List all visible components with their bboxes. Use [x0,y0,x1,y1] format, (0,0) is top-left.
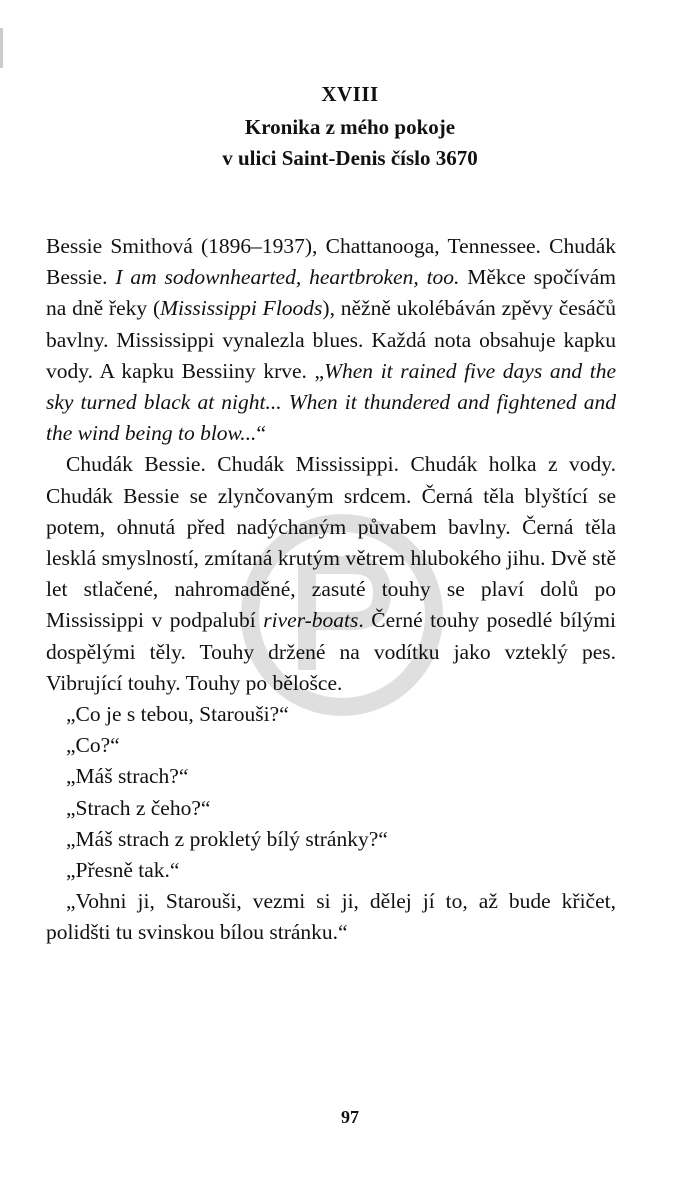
paragraph-1 [46,231,616,449]
paragraph-1-italic-3: When it rained five days and the sky turned black at night... When it thundered and fightened and the wind being to blow... [46,358,616,446]
paragraph-1-text-2: Měkce spočívám na dně řeky ( [46,265,616,321]
chapter-title [0,112,700,174]
page-number: 97 [341,1107,359,1127]
chapter-title-line-2: v ulici Saint-Denis číslo 3670 [222,146,478,170]
dialogue-line: „Máš strach z prokletý bílý stránky?“ [66,826,388,851]
dialogue-line: „Vohni ji, Starouši, vezmi si ji, dělej jí to, až bude křičet, polidšti tu svinskou bílou stránku.“ [46,889,616,945]
dialogue-line: „Strach z čeho?“ [66,795,211,820]
page-edge-mark [0,28,3,68]
paragraph-2 [46,449,616,699]
paragraph-1-italic-2: Mississippi Floods [160,296,323,321]
paragraph-1-text-4: “ [256,421,266,446]
paragraph-2-italic-1: river-boats [263,608,359,633]
paragraph-2-text-1: Chudák Bessie. Chudák Mississippi. Chudák holka z vody. Chudák Bessie se zlynčovaným srdcem. Černá těla blyštící se potem, ohnutá před nadýchaným půvabem bavlny. Černá těla lesklá smyslností, zmítaná krutým větrem hlubokého jihu. Dvě stě let stlačené, nahromaděné, zasuté touhy se plaví dolů po Mississippi v podpalubí [46,452,616,633]
chapter-number: XVIII [321,82,379,106]
chapter-title-line-1: Kronika z mého pokoje [244,115,456,139]
body-text [46,231,616,949]
dialogue-line: „Přesně tak.“ [66,858,180,883]
dialogue-line: „Co je s tebou, Starouši?“ [66,702,289,727]
paragraph-1-text-1: Bessie Smithová (1896–1937), Chattanooga, Tennessee. Chudák Bessie. [46,234,616,290]
paragraph-1-text-3: ), něžně ukolébáván zpěvy česáčů bavlny. Mississippi vynalezla blues. Každá nota obsahuje kapku vody. A kapku Bessiiny krve. „ [46,296,616,383]
dialogue-line: „Co?“ [66,733,120,758]
dialogue-line: „Máš strach?“ [66,764,189,789]
paragraph-1-italic-1: I am sodownhearted, heartbroken, too. [115,265,460,290]
paragraph-2-text-2: . Černé touhy posedlé bílými dospělými těly. Touhy držené na vodítku jako vzteklý pes. Vibrující touhy. Touhy po bělošce. [46,608,616,695]
